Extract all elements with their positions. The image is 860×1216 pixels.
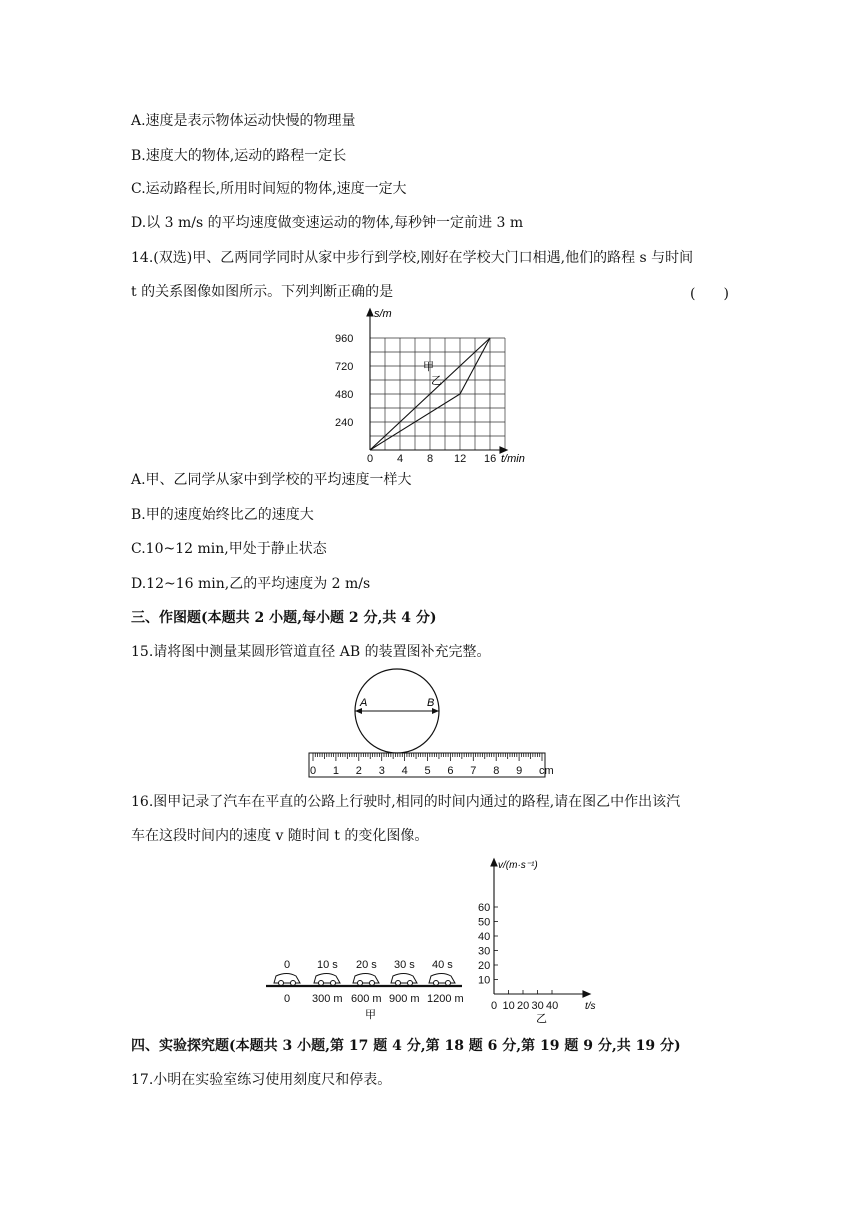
q13-option-d: D.以 3 m/s 的平均速度做变速运动的物体,每秒钟一定前进 3 m [131, 215, 524, 231]
vt-y-tick-label: 40 [478, 931, 491, 943]
series-label-jia: 甲 [423, 361, 434, 373]
st-x-tick-label: 8 [427, 453, 434, 465]
distance-label: 300 m [312, 993, 343, 1005]
time-label: 10 s [317, 959, 338, 971]
vt-y-tick-label: 30 [478, 945, 491, 958]
vt-ticks [478, 902, 558, 1012]
car-time-labels [284, 959, 453, 971]
st-graph [325, 305, 535, 465]
vt-x-tick-label: 20 [517, 1000, 530, 1012]
car-distance-figure [262, 952, 472, 1024]
q14-stem-line1: 14.(双选)甲、乙两同学同时从家中步行到学校,刚好在学校大门口相遇,他们的路程 s 与时间 [131, 250, 694, 266]
ruler-number: 7 [470, 765, 477, 777]
car-wheel [319, 981, 324, 986]
vt-x-tick-label: 0 [491, 1000, 498, 1012]
car-wheel [291, 981, 296, 986]
answer-parenthesis: ( ) [690, 286, 729, 302]
fig-label-jia: 甲 [365, 1009, 376, 1021]
time-label: 20 s [356, 959, 377, 971]
vt-graph [468, 854, 608, 1026]
q14-option-b: B.甲的速度始终比乙的速度大 [131, 507, 314, 523]
q14-option-d: D.12~16 min,乙的平均速度为 2 m/s [131, 576, 371, 592]
car-wheel [279, 981, 284, 986]
time-label: 0 [284, 959, 291, 971]
q15-stem: 15.请将图中测量某圆形管道直径 AB 的装置图补充完整。 [131, 644, 491, 660]
q13-option-b: B.速度大的物体,运动的路程一定长 [131, 148, 347, 164]
distance-label: 1200 m [427, 993, 464, 1005]
ruler-number: 0 [310, 765, 317, 777]
series-label-yi: 乙 [431, 375, 442, 387]
fig-label-yi: 乙 [536, 1013, 547, 1025]
car-wheel [434, 981, 439, 986]
time-label: 30 s [394, 959, 415, 971]
car-icon [274, 974, 300, 986]
q14-stem-line2: t 的关系图像如图所示。下列判断正确的是 [131, 284, 394, 300]
vt-y-tick-label: 10 [478, 974, 491, 987]
car-icon [391, 974, 417, 986]
q13-option-a: A.速度是表示物体运动快慢的物理量 [131, 113, 356, 129]
point-b-label: B [427, 697, 435, 709]
section-3-heading: 三、作图题(本题共 2 小题,每小题 2 分,共 4 分) [131, 610, 437, 626]
car-icons [274, 974, 455, 986]
st-y-tick-label: 960 [335, 332, 354, 345]
st-grid [370, 338, 505, 450]
car-distance-labels [284, 993, 464, 1005]
st-y-arrow [367, 309, 373, 316]
ruler-number: 3 [378, 765, 385, 777]
ruler-ticks [313, 753, 542, 761]
st-y-tick-label: 480 [335, 388, 354, 401]
q14-option-c: C.10~12 min,甲处于静止状态 [131, 541, 327, 557]
ruler-number: 8 [493, 765, 500, 777]
section-4-heading: 四、实验探究题(本题共 3 小题,第 17 题 4 分,第 18 题 6 分,第 19 题 9 分,共 19 分) [131, 1038, 681, 1054]
vt-x-tick-label: 10 [502, 1000, 515, 1012]
car-icon [353, 974, 379, 986]
st-labels [335, 333, 496, 465]
car-wheel [358, 981, 363, 986]
st-x-axis-label: t/min [501, 453, 525, 465]
car-body [274, 974, 300, 984]
ruler-labels [310, 765, 554, 777]
ruler-number: 1 [332, 765, 340, 777]
vt-x-tick-label: 30 [531, 1000, 544, 1012]
q16-stem-line1: 16.图甲记录了汽车在平直的公路上行驶时,相同的时间内通过的路程,请在图乙中作出该汽 [131, 794, 681, 810]
car-wheel [331, 981, 336, 986]
vt-y-axis-label: v/(m·s⁻¹) [498, 860, 538, 871]
q17-stem: 17.小明在实验室练习使用刻度尺和停表。 [131, 1072, 392, 1088]
time-label: 40 s [432, 959, 453, 971]
st-y-axis-label: s/m [374, 308, 392, 320]
st-x-tick-label: 4 [397, 453, 404, 465]
car-wheel [370, 981, 375, 986]
ruler-number: cm [539, 765, 554, 777]
vt-y-arrow [491, 859, 497, 866]
q14-option-a: A.甲、乙同学从家中到学校的平均速度一样大 [131, 472, 412, 488]
vt-x-axis-label: t/s [585, 1001, 596, 1012]
st-x-tick-label: 12 [454, 453, 467, 465]
car-wheel [446, 981, 451, 986]
ruler-number: 9 [516, 765, 523, 777]
vt-y-tick-label: 60 [478, 902, 491, 914]
vt-x-arrow [583, 991, 590, 997]
point-a-label: A [360, 697, 368, 709]
car-body [353, 974, 379, 984]
distance-label: 900 m [389, 993, 420, 1005]
ruler-number: 6 [447, 765, 454, 777]
car-body [391, 974, 417, 984]
q13-option-c: C.运动路程长,所用时间短的物体,速度一定大 [131, 181, 407, 197]
st-x-tick-label: 0 [367, 453, 374, 465]
car-body [429, 974, 455, 984]
vt-y-tick-label: 50 [478, 916, 491, 929]
distance-label: 600 m [351, 993, 382, 1005]
vt-x-tick-label: 40 [546, 1000, 559, 1012]
distance-label: 0 [284, 993, 291, 1005]
car-icon [314, 974, 340, 986]
car-icon [429, 974, 455, 986]
q16-stem-line2: 车在这段时间内的速度 v 随时间 t 的变化图像。 [131, 828, 429, 844]
st-y-tick-label: 720 [335, 360, 354, 373]
vt-y-tick-label: 20 [478, 960, 491, 972]
pipe-ruler-figure [305, 668, 554, 783]
ruler-number: 4 [401, 765, 408, 777]
ruler-number: 5 [424, 765, 431, 777]
car-wheel [396, 981, 401, 986]
ruler-number: 2 [355, 765, 362, 777]
st-y-tick-label: 240 [335, 416, 354, 429]
car-body [314, 974, 340, 984]
car-wheel [408, 981, 413, 986]
st-x-tick-label: 16 [484, 453, 497, 465]
